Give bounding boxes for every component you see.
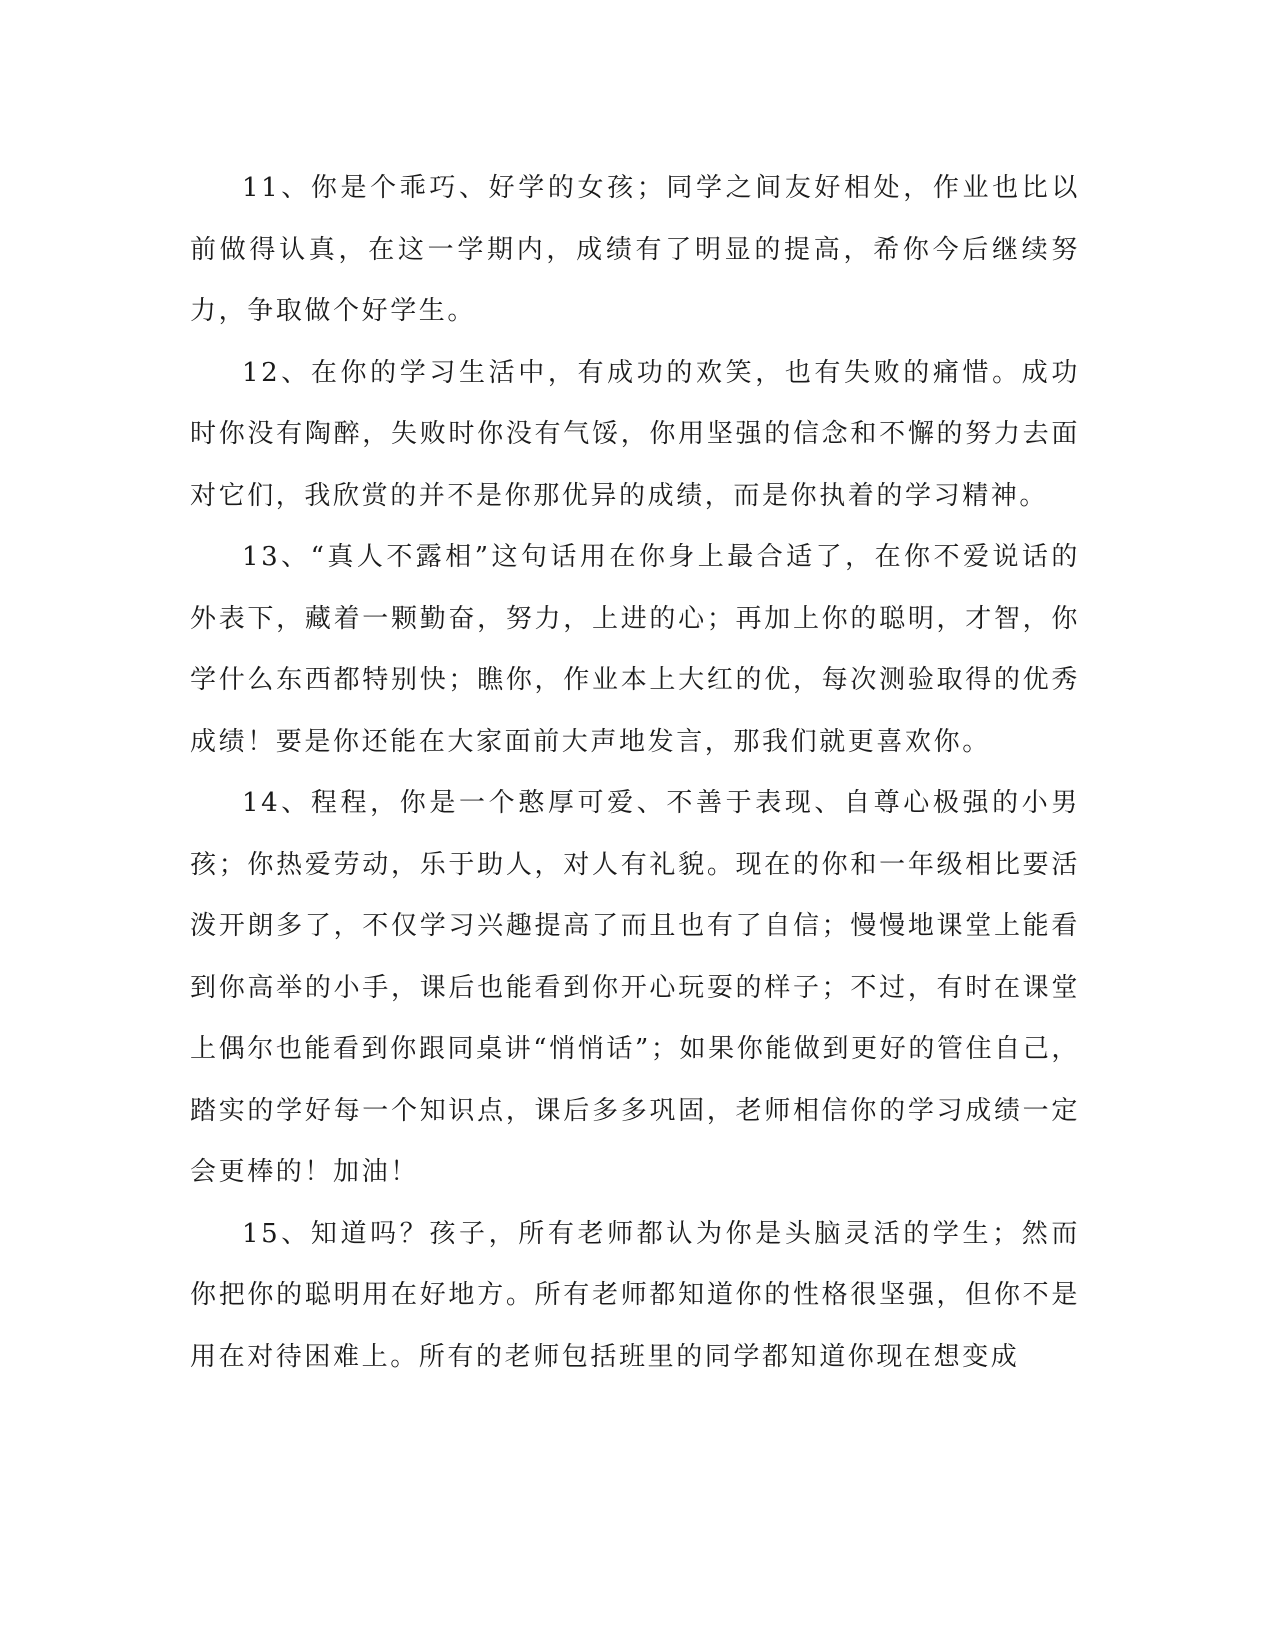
document-body: [190, 158, 1080, 1388]
paragraph-13: 13、“真人不露相”这句话用在你身上最合适了，在你不爱说话的外表下，藏着一颗勤奋，努力，上进的心；再加上你的聪明，才智，你学什么东西都特别快；瞧你，作业本上大红的优，每次测验取得的优秀成绩！要是你还能在大家面前大声地发言，那我们就更喜欢你。: [190, 542, 1080, 757]
paragraph-11: 11、你是个乖巧、好学的女孩；同学之间友好相处，作业也比以前做得认真，在这一学期内，成绩有了明显的提高，希你今后继续努力，争取做个好学生。: [190, 173, 1080, 326]
paragraph-14: 14、程程，你是一个憨厚可爱、不善于表现、自尊心极强的小男孩；你热爱劳动，乐于助人，对人有礼貌。现在的你和一年级相比要活泼开朗多了，不仅学习兴趣提高了而且也有了自信；慢慢地课堂上能看到你高举的小手，课后也能看到你开心玩耍的样子；不过，有时在课堂上偶尔也能看到你跟同桌讲“悄悄话”；如果你能做到更好的管住自己，踏实的学好每一个知识点，课后多多巩固，老师相信你的学习成绩一定会更棒的！加油！: [190, 788, 1080, 1187]
paragraph-15: 15、知道吗？孩子，所有老师都认为你是头脑灵活的学生；然而你把你的聪明用在好地方。所有老师都知道你的性格很坚强，但你不是用在对待困难上。所有的老师包括班里的同学都知道你现在想变成: [190, 1218, 1080, 1372]
paragraph-12: 12、在你的学习生活中，有成功的欢笑，也有失败的痛惜。成功时你没有陶醉，失败时你没有气馁，你用坚强的信念和不懈的努力去面对它们，我欣赏的并不是你那优异的成绩，而是你执着的学习精神。: [190, 357, 1080, 511]
